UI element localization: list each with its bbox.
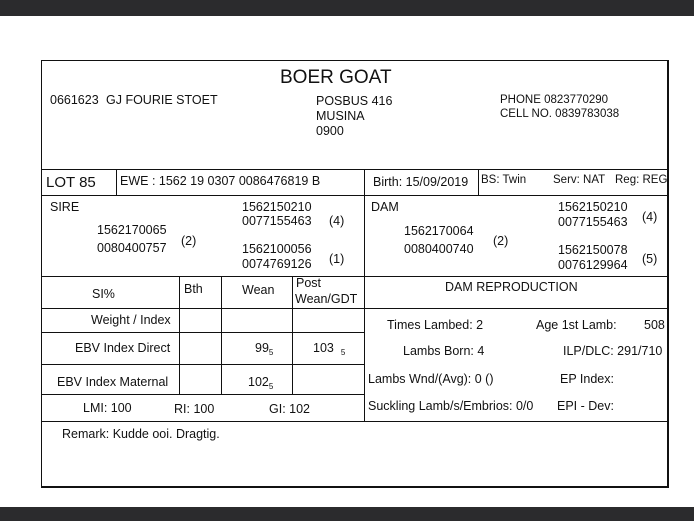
bth-header: Bth: [184, 282, 203, 296]
dam-label: DAM: [371, 200, 399, 214]
divider: [179, 276, 180, 394]
dam-id-2: 0080400740: [404, 242, 474, 256]
ilp-dlc: ILP/DLC: 291/710: [563, 344, 663, 358]
divider: [42, 276, 668, 277]
sire-id-1: 1562170065: [97, 223, 167, 237]
direct-post-value: 103 $_5$: [313, 341, 346, 357]
dam-dam-id-1: 1562150078: [558, 243, 628, 257]
breeder-name: GJ FOURIE STOET: [106, 93, 218, 107]
top-dark-bar: [0, 0, 694, 16]
dam-reproduction-title: DAM REPRODUCTION: [445, 280, 578, 294]
dam-sire-count: (4): [642, 210, 658, 224]
phone: PHONE 0823770290: [500, 94, 609, 106]
registration: Reg: REG: [615, 174, 668, 186]
remark: Remark: Kudde ooi. Dragtig.: [62, 427, 220, 441]
times-lambed: Times Lambed: 2: [387, 318, 484, 332]
address-line-2: MUSINA: [316, 109, 365, 123]
divider: [42, 394, 364, 395]
divider: [116, 169, 117, 195]
suckling-lambs: Suckling Lamb/s/Embrios: 0/0: [368, 399, 534, 413]
divider: [42, 364, 364, 365]
post-header: Post: [296, 276, 322, 290]
lot-number: LOT 85: [46, 174, 96, 191]
card-title: BOER GOAT: [280, 67, 392, 88]
weight-index-label: Weight / Index: [91, 313, 171, 327]
wean-gdt-header: Wean/GDT: [295, 292, 358, 306]
divider: [221, 276, 222, 394]
address-line-1: POSBUS 416: [316, 94, 393, 108]
sire-sire-id-1: 1562150210: [242, 200, 312, 214]
goat-card: [41, 60, 669, 488]
divider: [42, 308, 668, 309]
divider: [42, 421, 668, 422]
sire-sire-id-2: 0077155463: [242, 214, 312, 228]
sire-dam-id-1: 1562100056: [242, 242, 312, 256]
dam-sire-id-2: 0077155463: [558, 215, 628, 229]
ewe-id: EWE : 1562 19 0307 0086476819 B: [120, 174, 321, 188]
divider: [364, 169, 365, 195]
direct-wean-value: $99_5$: [255, 341, 274, 357]
service-type: Serv: NAT: [553, 174, 606, 186]
si-percent-header: SI%: [92, 287, 115, 301]
gi-index: GI: 102: [269, 402, 310, 416]
breeder-code: 0661623: [50, 93, 99, 107]
dam-dam-count: (5): [642, 252, 658, 266]
sire-count: (2): [181, 234, 197, 248]
address-line-3: 0900: [316, 124, 344, 138]
ep-index: EP Index:: [560, 372, 614, 386]
divider: [364, 195, 365, 276]
divider: [364, 276, 365, 421]
ebv-direct-label: EBV Index Direct: [75, 341, 171, 355]
dam-id-1: 1562170064: [404, 224, 474, 238]
dam-sire-id-1: 1562150210: [558, 200, 628, 214]
wean-header: Wean: [242, 283, 275, 297]
divider: [42, 332, 364, 333]
birth-status: BS: Twin: [481, 174, 527, 186]
divider: [42, 169, 668, 170]
cell-phone: CELL NO. 0839783038: [500, 108, 620, 120]
dam-count: (2): [493, 234, 509, 248]
birth-date: Birth: 15/09/2019: [373, 175, 469, 189]
dam-dam-id-2: 0076129964: [558, 258, 628, 272]
sire-id-2: 0080400757: [97, 241, 167, 255]
lambs-born: Lambs Born: 4: [403, 344, 485, 358]
age-first-lamb-label: Age 1st Lamb:: [536, 318, 617, 332]
lmi-index: LMI: 100: [83, 401, 132, 415]
divider: [42, 195, 668, 196]
epi-dev: EPI - Dev:: [557, 399, 614, 413]
sire-dam-count: (1): [329, 252, 345, 266]
divider: [478, 169, 479, 195]
sire-sire-count: (4): [329, 214, 345, 228]
age-first-lamb-value: 508: [644, 318, 665, 332]
ebv-maternal-label: EBV Index Maternal: [57, 375, 169, 389]
maternal-wean-value: $102_5$: [248, 375, 274, 391]
ri-index: RI: 100: [174, 402, 215, 416]
bottom-dark-bar: [0, 507, 694, 521]
sire-label: SIRE: [50, 200, 80, 214]
lambs-weaned: Lambs Wnd/(Avg): 0 (): [368, 372, 494, 386]
sire-dam-id-2: 0074769126: [242, 257, 312, 271]
divider: [292, 276, 293, 394]
